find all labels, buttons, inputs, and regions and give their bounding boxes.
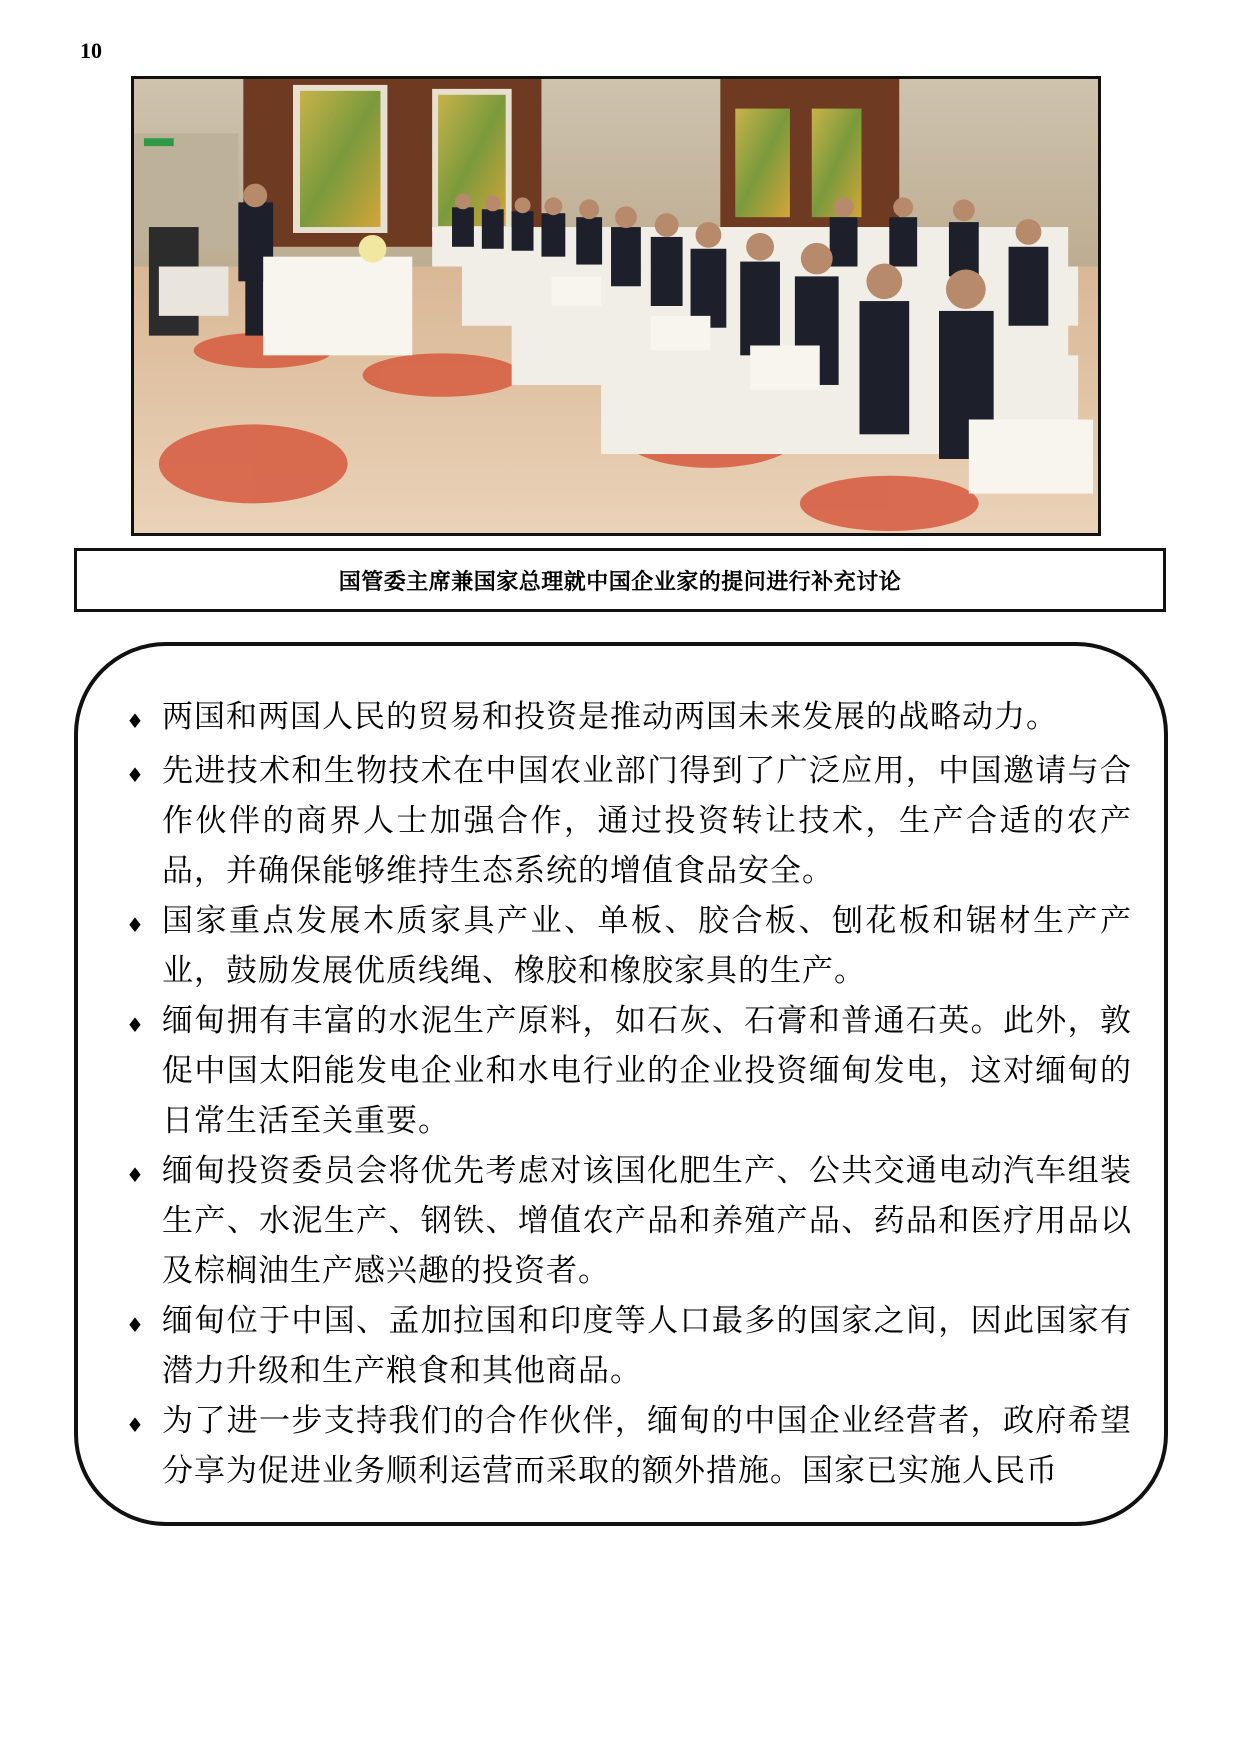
list-item	[122, 1146, 1132, 1296]
diamond-bullet-icon: ♦	[126, 709, 144, 733]
list-item	[122, 746, 1132, 896]
diamond-bullet-icon: ♦	[126, 913, 144, 937]
list-item	[122, 996, 1132, 1146]
meeting-hall-photo-icon	[134, 79, 1098, 533]
key-points-list	[122, 692, 1132, 1496]
list-item	[122, 692, 1132, 746]
list-item-text: 缅甸位于中国、孟加拉国和印度等人口最多的国家之间，因此国家有潜力升级和生产粮食和其他商品。	[162, 1303, 1132, 1389]
diamond-bullet-icon: ♦	[126, 1163, 144, 1187]
list-item	[122, 1296, 1132, 1396]
list-item-text: 国家重点发展木质家具产业、单板、胶合板、刨花板和锯材生产产业，鼓励发展优质线绳、橡胶和橡胶家具的生产。	[162, 903, 1132, 989]
list-item	[122, 1396, 1132, 1496]
list-item-text: 两国和两国人民的贸易和投资是推动两国未来发展的战略动力。	[162, 699, 1058, 735]
photo-caption: 国管委主席兼国家总理就中国企业家的提问进行补充讨论	[338, 568, 902, 595]
photo-caption-box	[74, 548, 1166, 612]
key-points-box	[74, 642, 1168, 1526]
list-item-text: 先进技术和生物技术在中国农业部门得到了广泛应用，中国邀请与合作伙伴的商界人士加强合作，通过投资转让技术，生产合适的农产品，并确保能够维持生态系统的增值食品安全。	[162, 753, 1132, 889]
page-number: 10	[80, 38, 102, 63]
diamond-bullet-icon: ♦	[126, 1413, 144, 1437]
list-item-text: 缅甸拥有丰富的水泥生产原料，如石灰、石膏和普通石英。此外，敦促中国太阳能发电企业和水电行业的企业投资缅甸发电，这对缅甸的日常生活至关重要。	[162, 1003, 1132, 1139]
diamond-bullet-icon: ♦	[126, 763, 144, 787]
diamond-bullet-icon: ♦	[126, 1313, 144, 1337]
list-item	[122, 896, 1132, 996]
diamond-bullet-icon: ♦	[126, 1013, 144, 1037]
meeting-photo	[131, 76, 1101, 536]
list-item-text: 为了进一步支持我们的合作伙伴，缅甸的中国企业经营者，政府希望分享为促进业务顺利运营而采取的额外措施。国家已实施人民币	[162, 1403, 1132, 1489]
list-item-text: 缅甸投资委员会将优先考虑对该国化肥生产、公共交通电动汽车组装生产、水泥生产、钢铁、增值农产品和养殖产品、药品和医疗用品以及棕榈油生产感兴趣的投资者。	[162, 1153, 1132, 1289]
